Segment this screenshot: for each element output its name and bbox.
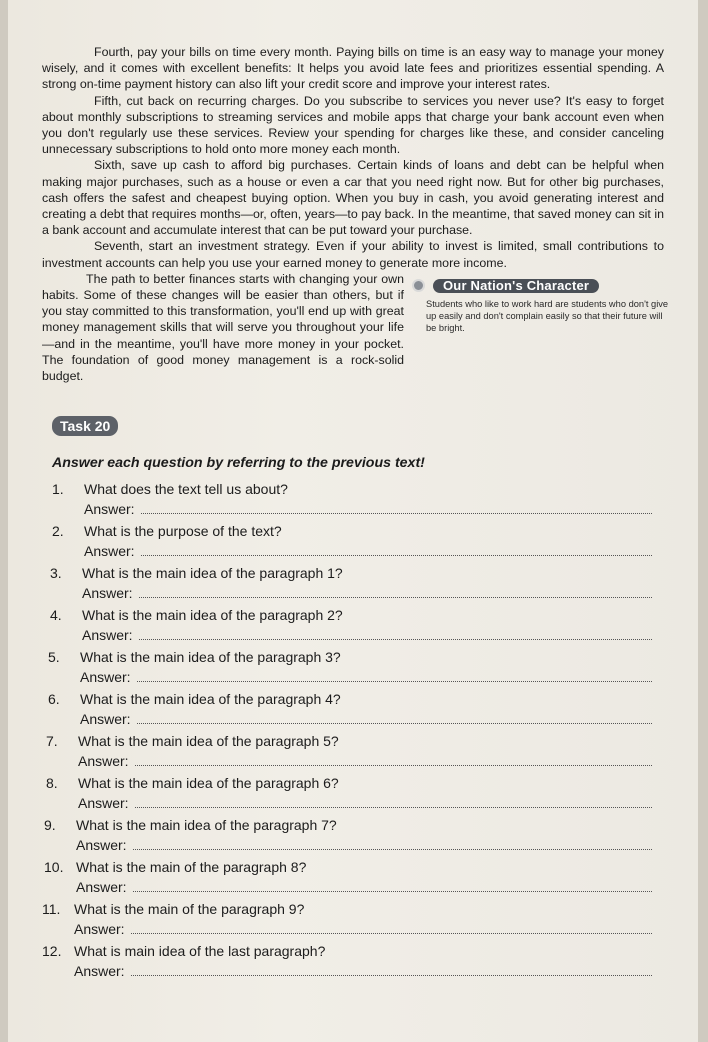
answer-blank[interactable] xyxy=(139,638,652,640)
character-box xyxy=(418,279,670,334)
question-item xyxy=(50,563,664,603)
question-number: 10. xyxy=(44,859,64,876)
question-number: 8. xyxy=(46,775,58,792)
answer-label: Answer: xyxy=(76,837,127,854)
answer-label: Answer: xyxy=(78,753,129,770)
question-line xyxy=(48,689,664,709)
answer-line[interactable] xyxy=(74,961,664,981)
question-line xyxy=(48,647,664,667)
question-number: 6. xyxy=(48,691,60,708)
answer-line[interactable] xyxy=(76,877,664,897)
answer-blank[interactable] xyxy=(133,848,652,850)
question-text: What does the text tell us about? xyxy=(84,481,288,498)
question-list xyxy=(42,479,664,981)
question-line xyxy=(52,479,664,499)
answer-label: Answer: xyxy=(80,669,131,686)
answer-blank[interactable] xyxy=(137,680,652,682)
question-text: What is the main idea of the paragraph 1? xyxy=(82,565,343,582)
answer-blank[interactable] xyxy=(131,932,652,934)
question-line xyxy=(44,815,664,835)
answer-label: Answer: xyxy=(78,795,129,812)
answer-line[interactable] xyxy=(78,793,664,813)
question-line xyxy=(46,773,664,793)
answer-label: Answer: xyxy=(74,963,125,980)
question-number: 11. xyxy=(42,901,61,918)
question-line xyxy=(52,521,664,541)
question-item xyxy=(52,521,664,561)
closing-section xyxy=(42,271,669,384)
answer-label: Answer: xyxy=(82,627,133,644)
answer-blank[interactable] xyxy=(131,974,652,976)
answer-label: Answer: xyxy=(82,585,133,602)
question-number: 1. xyxy=(52,481,64,498)
answer-line[interactable] xyxy=(80,667,664,687)
answer-blank[interactable] xyxy=(133,890,652,892)
answer-line[interactable] xyxy=(78,751,664,771)
answer-label: Answer: xyxy=(84,543,135,560)
question-text: What is the main idea of the paragraph 5? xyxy=(78,733,339,750)
question-text: What is the main idea of the paragraph 3? xyxy=(80,649,341,666)
question-number: 2. xyxy=(52,523,64,540)
answer-label: Answer: xyxy=(84,501,135,518)
question-text: What is the main of the paragraph 9? xyxy=(74,901,305,918)
answer-line[interactable] xyxy=(74,919,664,939)
question-line xyxy=(44,857,664,877)
question-item xyxy=(46,731,664,771)
answer-line[interactable] xyxy=(82,583,664,603)
paragraph-sixth: Sixth, save up cash to afford big purchases. Certain kinds of loans and debt can be helpful when making major purchases, such as a house or even a car that you need right now. But for other big purchases, cash offers the safest and cheapest buying option. When you buy in cash, you avoid generating interest and creating a debt that requires months—or, often, years—to pay back. In the meantime, that saved money can sit in a bank account and accumulate interest that can be put toward your purchase. xyxy=(42,158,664,238)
question-item xyxy=(44,815,664,855)
answer-blank[interactable] xyxy=(139,596,652,598)
answer-label: Answer: xyxy=(80,711,131,728)
character-box-text: Students who like to work hard are students who don't give up easily and don't complain easily so that their future will be bright. xyxy=(426,298,669,333)
answer-blank[interactable] xyxy=(135,764,652,766)
answer-line[interactable] xyxy=(84,541,664,561)
question-item xyxy=(48,689,664,729)
answer-blank[interactable] xyxy=(141,512,652,514)
task-instruction: Answer each question by referring to the previous text! xyxy=(52,455,425,472)
paragraph-fourth: Fourth, pay your bills on time every month. Paying bills on time is an easy way to manage your money wisely, and it comes with excellent benefits: It helps you avoid late fees and prioritizes essential spending. A strong on-time payment history can also lift your credit score and improve your interest rates. xyxy=(42,45,664,92)
paragraph-seventh: Seventh, start an investment strategy. Even if your ability to invest is limited, small contributions to investment accounts can help you use your earned money to generate more income. xyxy=(42,239,664,270)
question-text: What is the main idea of the paragraph 2? xyxy=(82,607,343,624)
paragraph-fifth: Fifth, cut back on recurring charges. Do you subscribe to services you never use? It's easy to forget about monthly subscriptions to streaming services and mobile apps that charge your bank account even when you don't regularly use these services. Review your spending for charges like these, and consider canceling unnecessary subscriptions to hold onto more money each month. xyxy=(42,93,664,157)
answer-blank[interactable] xyxy=(141,554,652,556)
question-line xyxy=(50,605,664,625)
question-number: 12. xyxy=(42,943,62,960)
question-line xyxy=(42,941,664,961)
question-text: What is the main idea of the paragraph 6? xyxy=(78,775,339,792)
question-item xyxy=(46,773,664,813)
question-item xyxy=(50,605,664,645)
question-number: 9. xyxy=(44,817,56,834)
character-box-header xyxy=(412,279,670,293)
character-box-title: Our Nation's Character xyxy=(433,279,599,293)
answer-label: Answer: xyxy=(74,921,125,938)
question-item xyxy=(44,857,664,897)
answer-line[interactable] xyxy=(80,709,664,729)
question-number: 3. xyxy=(50,565,62,582)
question-text: What is the main idea of the paragraph 4? xyxy=(80,691,341,708)
circle-icon xyxy=(412,279,425,292)
question-number: 7. xyxy=(46,733,58,750)
paragraph-last: The path to better finances starts with changing your own habits. Some of these changes will be easier than others, but if you stay committed to this transformation, you'll end up with great money management skills that will serve you throughout your life—and in the meantime, you'll have more money in your pocket. The foundation of good money management is a rock-solid budget. xyxy=(42,271,404,384)
question-line xyxy=(50,563,664,583)
question-item xyxy=(52,479,664,519)
answer-label: Answer: xyxy=(76,879,127,896)
answer-blank[interactable] xyxy=(135,806,652,808)
answer-line[interactable] xyxy=(82,625,664,645)
question-number: 4. xyxy=(50,607,62,624)
answer-line[interactable] xyxy=(76,835,664,855)
question-line xyxy=(46,731,664,751)
task-badge: Task 20 xyxy=(52,416,118,436)
question-line xyxy=(42,899,664,919)
question-text: What is the main idea of the paragraph 7? xyxy=(76,817,337,834)
worksheet-page xyxy=(8,0,698,1042)
question-text: What is main idea of the last paragraph? xyxy=(74,943,326,960)
answer-line[interactable] xyxy=(84,499,664,519)
question-text: What is the purpose of the text? xyxy=(84,523,282,540)
question-item xyxy=(42,941,664,981)
question-text: What is the main of the paragraph 8? xyxy=(76,859,307,876)
question-item xyxy=(42,899,664,939)
answer-blank[interactable] xyxy=(137,722,652,724)
question-number: 5. xyxy=(48,649,60,666)
question-item xyxy=(48,647,664,687)
